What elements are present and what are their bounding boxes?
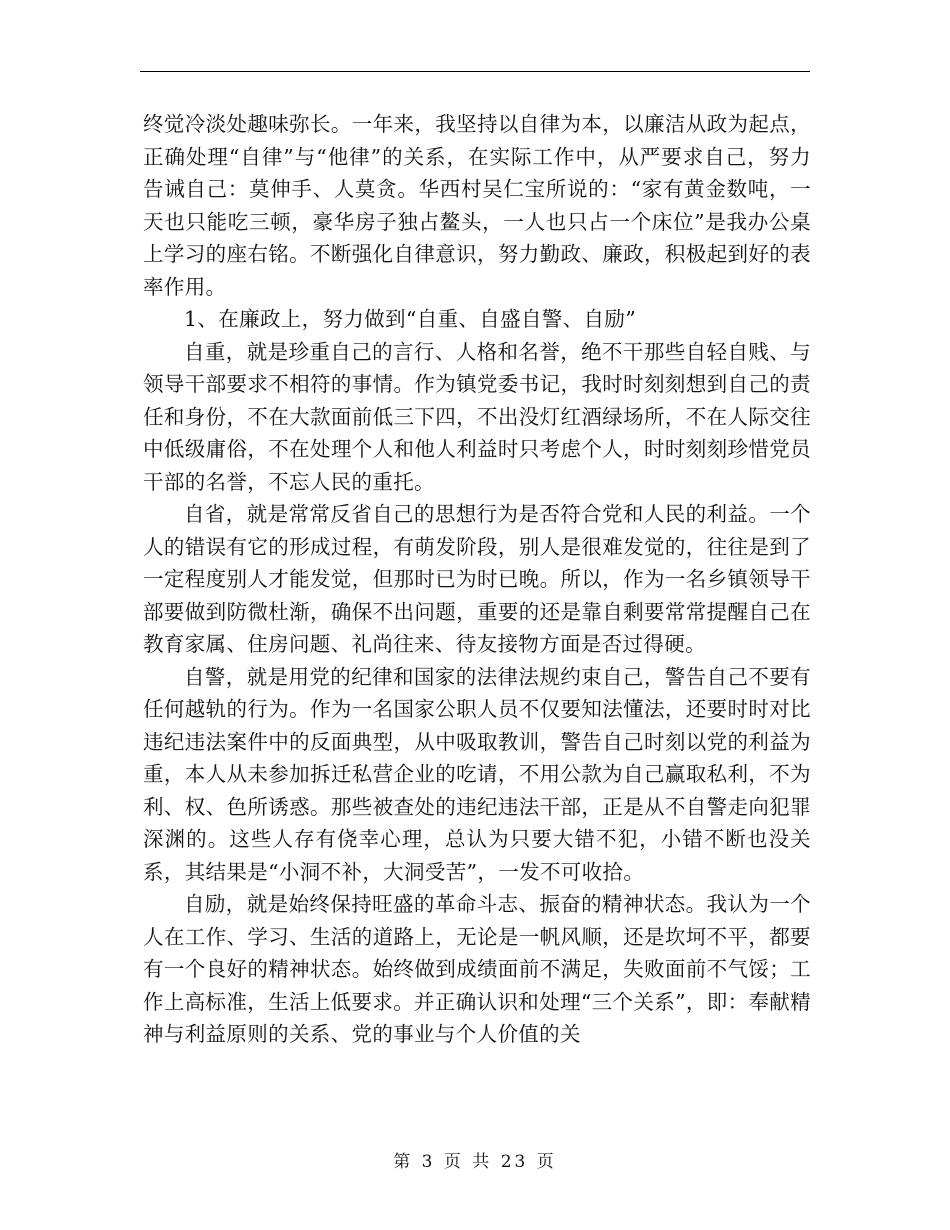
- paragraph-1: 终觉冷淡处趣味弥长。一年来，我坚持以自律为本，以廉洁从政为起点，正确处理“自律”与“他律”的关系，在实际工作中，从严要求自己，努力告诫自己：莫伸手、人莫贪。华西村吴仁宝所说的：“家有黄金数吨，一天也只能吃三顿，豪华房子独占鳌头，一人也只占一个床位”是我办公桌上学习的座右铭。不断强化自律意识，努力勤政、廉政，积极起到好的表率作用。: [143, 112, 811, 299]
- paragraph-zili: 自励，就是始终保持旺盛的革命斗志、振奋的精神状态。我认为一个人在工作、学习、生活的道路上，无论是一帆风顺，还是坎坷不平，都要有一个良好的精神状态。始终做到成绩面前不满足，失败面前不气馁；工作上高标准，生活上低要求。并正确认识和处理“三个关系”，即：奉献精神与利益原则的关系、党的事业与个人价值的关: [143, 892, 812, 1046]
- header-rule: [140, 71, 810, 72]
- paragraph-zijing: 自警，就是用党的纪律和国家的法律法规约束自己，警告自己不要有任何越轨的行为。作为一名国家公职人员不仅要知法懂法，还要时时对比违纪违法案件中的反面典型，从中吸取教训，警告自己时刻以党的利益为重，本人从未参加拆迁私营企业的吃请，不用公款为自己赢取私利，不为利、权、色所诱惑。那些被查处的违纪违法干部，正是从不自警走向犯罪深渊的。这些人存有侥幸心理，总认为只要大错不犯，小错不断也没关系，其结果是“小洞不补，大洞受苦”，一发不可收拾。: [143, 664, 811, 884]
- paragraph-zixing: 自省，就是常常反省自己的思想行为是否符合党和人民的利益。一个人的错误有它的形成过程，有萌发阶段，别人是很难发觉的，往往是到了一定程度别人才能发觉，但那时已为时已晚。所以，作为一名乡镇领导干部要做到防微杜渐，确保不出问题，重要的还是靠自剩要常常提醒自己在教育家属、住房问题、礼尚往来、待友接物方面是否过得硬。: [143, 502, 811, 656]
- section-heading: 1、在廉政上，努力做到“自重、自盛自警、自励”: [184, 307, 637, 331]
- page-number-footer: 第 3 页 共 23 页: [393, 1152, 557, 1172]
- document-body: [143, 108, 811, 1051]
- paragraph-zizhong: 自重，就是珍重自己的言行、人格和名誉，绝不干那些自轻自贱、与领导干部要求不相符的事情。作为镇党委书记，我时时刻刻想到自己的责任和身份，不在大款面前低三下四，不出没灯红酒绿场所，不在人际交往中低级庸俗，不在处理个人和他人利益时只考虑个人，时时刻刻珍惜党员干部的名誉，不忘人民的重托。: [143, 339, 811, 494]
